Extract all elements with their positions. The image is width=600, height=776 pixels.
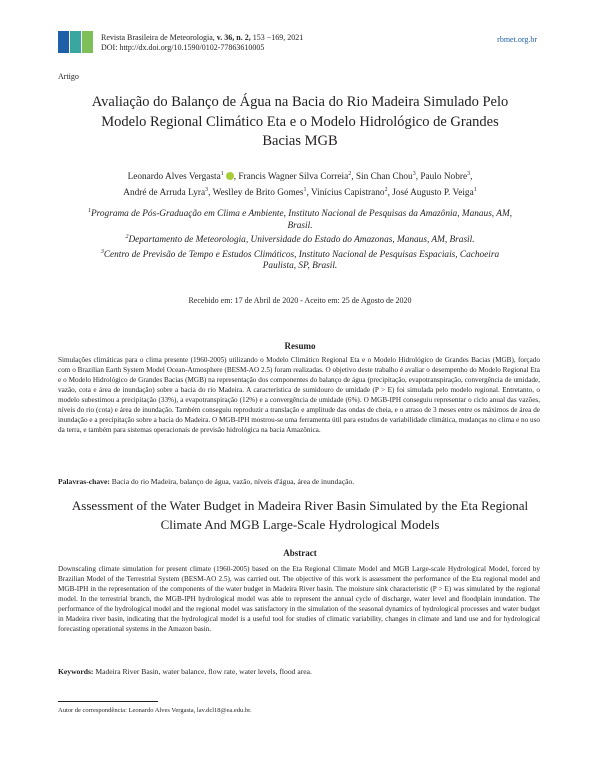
journal-pages: 153 −169, 2021 (250, 33, 304, 42)
resumo-text: Simulações climáticas para o clima presente (1960-2005) utilizando o Modelo Climático Regional Eta e o Modelo Hidrológico de Grandes Bacias (MGB), forçado com o Brazilian Earth System Model Ocean-Atmosphere (BESM-AO 2.5) foram realizadas. O objetivo deste trabalho é avaliar o desempenho do Modelo Regional Eta e o Modelo Hidrológico de Grandes Bacias (MGB) na representação dos componentes do balanço de água (precipitação, evapotranspiração, convergência de umidade, vazão, cota e área de inundação) sobre a bacia do rio Madeira. A característica de sumidouro de umidade (P > E) foi simulada pelo modelo regional. Entretanto, o modelo subestimou a precipitação (33%), a evapotranspiração (12%) e a convergência de umidade (6%). O MGB-IPH conseguiu representar o ciclo anual das vazões, níveis do rio (cota) e área de inundação. Também conseguiu reproduzir a translação e amplitude das ondas de cheia, e o atraso de 3 meses entre os máximos de área de inundação e a precipitação sobre a bacia do Madeira. O MGB-IPH mostrou-se uma ferramenta útil para estudos de variabilidade climática, mudanças no clima e no uso da terra, e também para sistemas operacionais de previsão hidrológica na bacia Amazônica. (58, 356, 540, 434)
article-title-en: Assessment of the Water Budget in Madeira River Basin Simulated by the Eta Regional Climate And MGB Large-Scale Hydrological Models (71, 498, 529, 532)
affiliation-text: Departamento de Meteorologia, Universidade do Estado do Amazonas, Manaus, AM, Brasil. (128, 235, 475, 246)
journal-citation (101, 33, 303, 43)
logo-block-1 (58, 31, 69, 53)
resumo-heading: Resumo (284, 341, 316, 351)
affiliation (85, 206, 515, 232)
section-label: Artigo (58, 72, 79, 81)
journal-site-link[interactable]: rbmet.org.br (497, 35, 537, 44)
author-affiliation-mark: 3 (467, 171, 471, 177)
author-name: Weslley de Brito Gomes (212, 187, 304, 198)
keywords-label: Keywords: (58, 667, 94, 676)
abstract-text: Downscaling climate simulation for present climate (1960-2005) based on the Eta Regional Climate Model and MGB Large-scale Hydrological Model, forced by Brazilian Model of the Terrestrial System (BESM-AO 2.5), was carried out. The objective of this work is assessment the performance of the Eta regional model and MGB-IPH in the representation of the components of the water budget in Madeira River basin. The moisture sink characteristic (P > E) was simulated by the regional model. In the terrestrial branch, the MGB-IPH hydrological model was able to represent the annual cycle of discharge, water level and floodplain inundation. The performance of the hydrological model and the regional model was satisfactory in the simulation of the seasonal dynamics of hydrological processes and water budget in Madeira river basin, indicating that the hydrological model is a useful tool for studies of climatic variability, changes in climate and land use and for hydrological forecasting operational systems in the Amazon basin. (58, 565, 540, 633)
palavras-chave (58, 477, 540, 486)
author-name: Sin Chan Chou (355, 172, 413, 183)
received-accepted-dates: Recebido em: 17 de Abril de 2020 - Aceito em: 25 de Agosto de 2020 (188, 296, 412, 305)
logo-block-3 (82, 31, 93, 53)
abstract-heading: Abstract (283, 548, 317, 558)
author-affiliation-mark: 1 (220, 171, 224, 177)
author-list: Leonardo Alves Vergasta$^1$ , Francis Wagner Silva Correia$^2$, Sin Chan Chou$^3$, Paulo Nobre$^3$, André de Arruda Lyra$^3$, Weslley de Brito Gomes$^1$, Vinícius Capistrano$^2$, José Augusto P. Veiga$^1$ (123, 171, 477, 198)
affiliation-number: 2 (125, 234, 129, 241)
logo-block-2 (70, 31, 81, 53)
author-name: Leonardo Alves Vergasta (127, 172, 221, 183)
doi-link[interactable]: DOI: http://dx.doi.org/10.1590/0102-77863610005 (101, 43, 265, 52)
orcid-icon[interactable] (226, 172, 234, 180)
affiliation-list (85, 206, 515, 273)
journal-logo (58, 31, 93, 53)
affiliation-text: Programa de Pós-Graduação em Clima e Ambiente, Instituto Nacional de Pesquisas da Amazônia, Manaus, AM, Brasil. (90, 209, 513, 231)
journal-name: Revista Brasileira de Meteorologia, (101, 33, 217, 42)
author-affiliation-mark: 3 (205, 186, 209, 193)
author-name: André de Arruda Lyra (123, 187, 206, 198)
author-affiliation-mark: 1 (303, 186, 307, 193)
author-affiliation-mark: 2 (384, 186, 388, 193)
palavras-chave-label: Palavras-chave: (58, 477, 110, 486)
author-affiliation-mark: 3 (412, 171, 416, 177)
affiliation-number: 1 (87, 208, 91, 214)
author-name: José Augusto P. Veiga (392, 187, 474, 198)
journal-volume: v. 36, n. 2, (216, 33, 251, 42)
article-title-pt: Avaliação do Balanço de Água na Bacia do Rio Madeira Simulado Pelo Modelo Regional Climático Eta e o Modelo Hidrológico de Grandes Bacias MGB (91, 94, 509, 149)
affiliation-text: Centro de Previsão de Tempo e Estudos Climáticos, Instituto Nacional de Pesquisas Espaciais, Cachoeira Paulista, SP, Brasil. (103, 249, 500, 272)
affiliation (85, 232, 515, 247)
keywords-text: Madeira River Basin, water balance, flow rate, water levels, flood area. (93, 667, 312, 676)
author-name: Francis Wagner Silva Correia (238, 172, 349, 183)
footnote-divider (58, 701, 158, 702)
corresponding-author-footnote: Autor de correspondência: Leonardo Alves Vergasta, lav.dcl18@ea.edu.br. (58, 707, 252, 714)
author-name: Paulo Nobre (420, 172, 468, 183)
palavras-chave-text: Bacia do rio Madeira, balanço de água, vazão, níveis d'água, área de inundação. (109, 477, 355, 486)
keywords (58, 667, 540, 676)
author-affiliation-mark: 1 (473, 186, 477, 193)
affiliation-number: 3 (100, 248, 104, 255)
author-name: Vinícius Capistrano (311, 187, 385, 198)
author-affiliation-mark: 2 (348, 171, 352, 177)
affiliation (85, 247, 515, 273)
